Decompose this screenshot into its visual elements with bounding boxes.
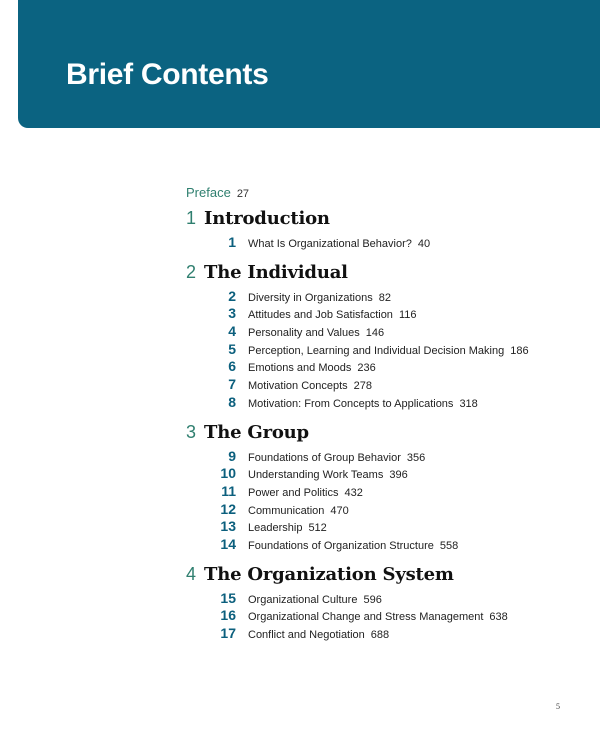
chapter-entry	[186, 607, 586, 625]
part-section	[186, 208, 586, 258]
chapter-entry	[186, 536, 586, 554]
chapter-number: 13	[220, 518, 236, 535]
chapter-number: 6	[228, 358, 236, 375]
chapter-entry	[186, 234, 586, 252]
chapter-title: Emotions and Moods	[248, 362, 352, 375]
chapter-title: Power and Politics	[248, 486, 339, 499]
chapter-number: 8	[228, 393, 236, 410]
chapter-number: 9	[228, 447, 236, 464]
part-title: The Individual	[204, 261, 348, 283]
chapter-number: 3	[228, 305, 236, 322]
chapter-entry	[186, 448, 586, 466]
chapter-title: Organizational Culture	[248, 593, 358, 606]
chapter-number: 10	[220, 465, 236, 482]
chapter-page: 236	[357, 362, 376, 375]
chapter-entry	[186, 625, 586, 643]
chapter-entry	[186, 483, 586, 501]
chapter-number: 14	[220, 535, 236, 552]
part-title: The Group	[204, 421, 309, 443]
chapter-page: 558	[439, 539, 459, 552]
page-number: 5	[556, 702, 560, 711]
part-section	[186, 262, 586, 418]
chapter-page: 40	[417, 238, 431, 250]
chapter-page: 318	[459, 397, 478, 410]
part-number: 2	[186, 261, 197, 282]
chapter-page: 688	[370, 629, 390, 641]
chapter-title: Perception, Learning and Individual Decision Making	[248, 344, 505, 357]
chapter-title: Leadership	[248, 522, 303, 535]
chapter-entry	[186, 501, 586, 519]
chapter-title: Communication	[248, 504, 325, 517]
part-number: 3	[186, 421, 197, 442]
chapter-entry	[186, 465, 586, 483]
chapter-number: 11	[221, 482, 236, 499]
chapter-entry	[186, 518, 586, 536]
chapter-entry	[186, 394, 586, 412]
chapter-title: Motivation Concepts	[248, 380, 348, 393]
chapter-title: Diversity in Organizations	[248, 291, 373, 304]
chapter-number: 16	[220, 607, 236, 624]
chapter-title: Foundations of Group Behavior	[248, 451, 401, 464]
chapter-page: 146	[365, 327, 385, 340]
part-heading	[186, 208, 586, 234]
part-spacer	[186, 412, 586, 418]
part-section	[186, 422, 586, 560]
chapter-page: 82	[378, 291, 391, 304]
part-heading	[186, 564, 586, 590]
chapter-entry	[186, 376, 586, 394]
chapter-number: 7	[228, 376, 236, 393]
chapter-page: 638	[489, 611, 508, 624]
chapter-page: 432	[344, 486, 363, 499]
preface-page: 27	[236, 188, 250, 200]
chapter-title: Understanding Work Teams	[248, 469, 384, 482]
part-number: 1	[186, 208, 197, 228]
chapter-number: 15	[220, 589, 236, 606]
chapter-title: What Is Organizational Behavior?	[248, 238, 412, 250]
chapter-title: Personality and Values	[248, 327, 360, 340]
part-spacer	[186, 643, 586, 649]
parts-list	[186, 208, 586, 649]
chapter-number: 17	[220, 625, 236, 641]
chapter-number: 5	[228, 340, 236, 357]
chapter-number: 4	[228, 323, 236, 340]
chapter-title: Organizational Change and Stress Management	[248, 611, 484, 624]
chapter-page: 356	[406, 451, 426, 464]
chapter-page: 512	[308, 522, 327, 535]
preface-label: Preface	[186, 185, 231, 200]
chapter-title: Conflict and Negotiation	[248, 629, 365, 641]
part-spacer	[186, 554, 586, 560]
chapter-title: Foundations of Organization Structure	[248, 539, 434, 552]
part-title: Introduction	[204, 208, 330, 229]
chapter-number: 1	[228, 234, 236, 250]
chapter-entry	[186, 358, 586, 376]
chapter-title: Attitudes and Job Satisfaction	[248, 309, 393, 322]
chapter-number: 12	[220, 500, 236, 517]
chapter-page: 596	[363, 593, 382, 606]
part-heading	[186, 422, 586, 448]
chapter-entry	[186, 590, 586, 608]
chapter-title: Motivation: From Concepts to Applications	[248, 397, 454, 410]
chapter-entry	[186, 341, 586, 359]
part-heading	[186, 262, 586, 288]
chapter-entry	[186, 305, 586, 323]
header-band	[18, 0, 600, 128]
chapter-entry	[186, 288, 586, 306]
page-title: Brief Contents	[66, 58, 269, 91]
part-section	[186, 564, 586, 649]
table-of-contents	[186, 184, 586, 649]
chapter-page: 116	[398, 309, 417, 322]
chapter-page: 396	[389, 469, 408, 482]
chapter-page: 186	[510, 344, 529, 357]
preface-entry	[186, 184, 586, 204]
part-title: The Organization System	[204, 563, 454, 585]
part-number: 4	[186, 563, 197, 584]
chapter-entry	[186, 323, 586, 341]
chapter-page: 470	[330, 504, 349, 517]
chapter-page: 278	[353, 380, 373, 393]
part-spacer	[186, 252, 586, 258]
chapter-number: 2	[228, 287, 236, 304]
